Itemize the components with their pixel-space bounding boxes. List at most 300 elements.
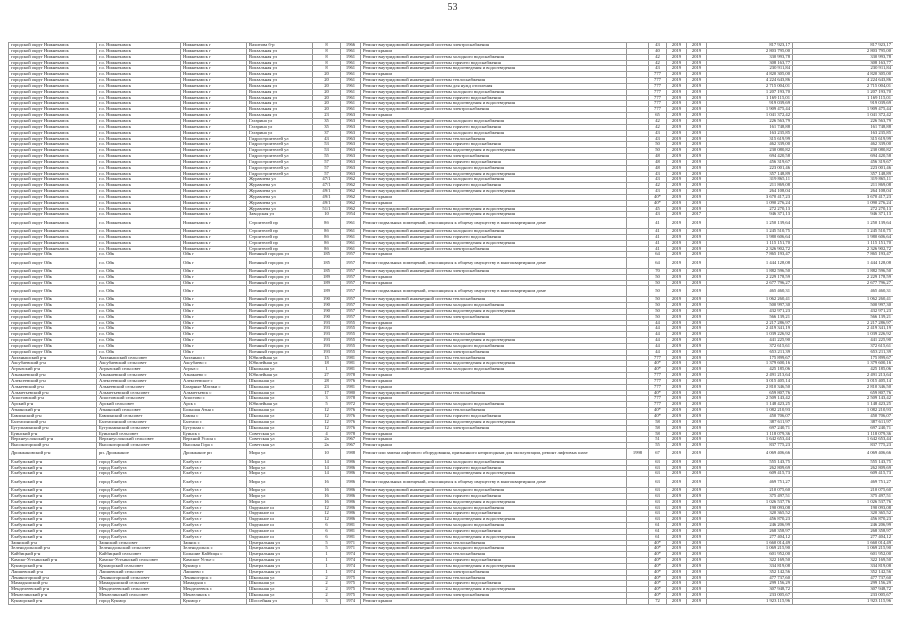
cell-settlement: г.о. Нижнекамск bbox=[97, 130, 181, 136]
cell-settlement: г.о. Нижнекамск bbox=[97, 212, 181, 218]
cell-street: Вокзальная ул bbox=[247, 83, 313, 89]
cell-settlement: г.о. Ойк bbox=[97, 286, 181, 297]
cell-house: 8 bbox=[313, 54, 341, 60]
cell-cost-total: 1 909 475,44 bbox=[793, 107, 894, 113]
cell-locality: Ойк г bbox=[181, 326, 247, 332]
cell-done-year: 2019 bbox=[687, 546, 707, 552]
cell-program-code: 48 bbox=[649, 159, 667, 165]
cell-done-year: 2019 bbox=[687, 83, 707, 89]
cell-street: Военный городок ул bbox=[247, 332, 313, 338]
cell-program-code: 63 bbox=[649, 505, 667, 511]
cell-cost-total: 319 865,11 bbox=[793, 177, 894, 183]
cell-plan-year: 2019 bbox=[667, 414, 687, 420]
cell-done-year: 2019 bbox=[687, 414, 707, 420]
cell-locality: Кукмор г bbox=[181, 599, 247, 605]
cell-district: городской округ Нижнекамск bbox=[9, 107, 97, 113]
cell-year: 1988 bbox=[341, 449, 361, 460]
cell-house: 10 bbox=[313, 212, 341, 218]
cell-work-type: Ремонт внутридомовой инженерной системы для нужд отопления bbox=[361, 83, 627, 89]
cell-work-type: Ремонт внутридомовой инженерной системы горячего водоснабжения bbox=[361, 493, 627, 499]
cell-cost-total: 1 642 653,44 bbox=[793, 437, 894, 443]
cell-extra bbox=[627, 218, 649, 229]
cell-house: 8 bbox=[313, 43, 341, 49]
cell-cost-total: 230 080,82 bbox=[793, 148, 894, 154]
cell-work-type: Ремонт внутридомовой инженерной системы холодного водоснабжения bbox=[361, 54, 627, 60]
cell-program-code: 63 bbox=[649, 499, 667, 505]
cell-cost-total: 1 026 537,76 bbox=[793, 499, 894, 505]
cell-work-type: Ремонт внутридомовой инженерной системы горячего водоснабжения bbox=[361, 95, 627, 101]
cell-year: 1963 bbox=[341, 159, 361, 165]
cell-done-year: 2019 bbox=[687, 599, 707, 605]
cell-done-year: 2019 bbox=[687, 402, 707, 408]
cell-street: Школьная ул bbox=[247, 378, 313, 384]
cell-house: 3 bbox=[313, 396, 341, 402]
cell-program-code: 40* bbox=[649, 414, 667, 420]
cell-house: 1 bbox=[313, 552, 341, 558]
cell-cost: 456 870,23 bbox=[707, 517, 793, 523]
cell-street: Центральная ул bbox=[247, 546, 313, 552]
cell-year: 1962 bbox=[341, 189, 361, 195]
cell-district: городской округ Ойк bbox=[9, 343, 97, 349]
cell-cost: 320 365,52 bbox=[707, 511, 793, 517]
cell-program-code: 44 bbox=[649, 332, 667, 338]
cell-cost: 308 163,77 bbox=[707, 60, 793, 66]
cell-district: Агрызский р-н bbox=[9, 367, 97, 373]
cell-settlement: г.о. Нижнекамск bbox=[97, 43, 181, 49]
cell-cost-total: 456 870,23 bbox=[793, 517, 894, 523]
cell-street: Вокзальная ул bbox=[247, 54, 313, 60]
cell-program-code: 63 bbox=[649, 493, 667, 499]
cell-program-code: 40 bbox=[649, 48, 667, 54]
cell-work-type: Ремонт внутридомовой инженерной системы холодного водоснабжения bbox=[361, 229, 627, 235]
cell-cost-total: 387 611,97 bbox=[793, 419, 894, 425]
cell-done-year: 2019 bbox=[687, 72, 707, 78]
cell-year: 1962 bbox=[341, 194, 361, 200]
cell-done-year: 2019 bbox=[687, 581, 707, 587]
cell-cost: 465 460,31 bbox=[707, 286, 793, 297]
cell-house: 49/1 bbox=[313, 200, 341, 206]
cell-cost: 1 069 215,90 bbox=[707, 546, 793, 552]
cell-cost: 450 706,07 bbox=[707, 414, 793, 420]
cell-program-code: 50 bbox=[649, 302, 667, 308]
cell-cost: 1 660 014,49 bbox=[707, 540, 793, 546]
cell-program-code: 40* bbox=[649, 587, 667, 593]
cell-plan-year: 2019 bbox=[667, 552, 687, 558]
cell-locality: Нижнекамск г bbox=[181, 200, 247, 206]
cell-work-type: Ремонт крыши bbox=[361, 274, 627, 280]
cell-cost-total: 2 677 796,27 bbox=[793, 280, 894, 286]
cell-plan-year: 2019 bbox=[667, 78, 687, 84]
cell-cost: 1 148 423,25 bbox=[707, 402, 793, 408]
cell-cost: 246 206,99 bbox=[707, 523, 793, 529]
cell-cost: 233 005,67 bbox=[707, 593, 793, 599]
cell-street: Школьная ул bbox=[247, 587, 313, 593]
cell-work-type: Ремонт внутридомовой инженерной системы водоотведения и водоотведения bbox=[361, 171, 627, 177]
cell-settlement: г.о. Нижнекамск bbox=[97, 218, 181, 229]
cell-year: 1986 bbox=[341, 493, 361, 499]
cell-house: 27 bbox=[313, 373, 341, 379]
cell-done-year: 2019 bbox=[687, 246, 707, 252]
cell-program-code: 777 bbox=[649, 355, 667, 361]
cell-street: Вокзальная ул bbox=[247, 60, 313, 66]
cell-street: Мира ул bbox=[247, 471, 313, 477]
cell-settlement: Высокогорский сельсовет bbox=[97, 443, 181, 449]
cell-district: городской округ Нижнекамск bbox=[9, 66, 97, 72]
cell-work-type: Ремонт крыши bbox=[361, 113, 627, 119]
cell-plan-year: 2019 bbox=[667, 443, 687, 449]
cell-locality: Менделеевск с bbox=[181, 587, 247, 593]
cell-district: городской округ Ойк bbox=[9, 252, 97, 258]
cell-cost: 3 670 417,23 bbox=[707, 194, 793, 200]
cell-cost-total: 315 619,99 bbox=[793, 136, 894, 142]
cell-district: городской округ Ойк bbox=[9, 349, 97, 355]
cell-district: городской округ Нижнекамск bbox=[9, 183, 97, 189]
cell-district: Арский р-н bbox=[9, 402, 97, 408]
cell-street: Вокзальная ул bbox=[247, 101, 313, 107]
cell-program-code: 63 bbox=[649, 471, 667, 477]
cell-done-year: 2019 bbox=[687, 142, 707, 148]
cell-settlement: г.о. Нижнекамск bbox=[97, 165, 181, 171]
cell-cost-total: 425 185,06 bbox=[793, 367, 894, 373]
cell-plan-year: 2019 bbox=[667, 499, 687, 505]
cell-street: Гидростроителей ул bbox=[247, 165, 313, 171]
cell-street: Центральная ул bbox=[247, 558, 313, 564]
cell-locality: Нижнекамск г bbox=[181, 83, 247, 89]
cell-work-type: Ремонт крыши bbox=[361, 431, 627, 437]
cell-cost: 2 326 902,72 bbox=[707, 246, 793, 252]
cell-year: 1955 bbox=[341, 343, 361, 349]
cell-house: 193 bbox=[313, 343, 341, 349]
cell-settlement: г.о. Ойк bbox=[97, 274, 181, 280]
cell-plan-year: 2019 bbox=[667, 124, 687, 130]
cell-program-code: 50 bbox=[649, 280, 667, 286]
cell-extra bbox=[627, 258, 649, 269]
cell-year: 1963 bbox=[341, 136, 361, 142]
cell-year: 1961 bbox=[341, 89, 361, 95]
cell-done-year: 2019 bbox=[687, 396, 707, 402]
cell-street: Гагарина ул bbox=[247, 124, 313, 130]
cell-street: Окружное ш bbox=[247, 517, 313, 523]
cell-district: городской округ Ойк bbox=[9, 274, 97, 280]
cell-work-type: Ремонт внутридомовой инженерной системы теплоснабжения bbox=[361, 540, 627, 546]
cell-settlement: г.о. Ойк bbox=[97, 258, 181, 269]
cell-plan-year: 2019 bbox=[667, 159, 687, 165]
cell-plan-year: 2019 bbox=[667, 332, 687, 338]
cell-program-code: 40* bbox=[649, 367, 667, 373]
cell-done-year: 2019 bbox=[687, 511, 707, 517]
cell-cost-total: 469 751,27 bbox=[793, 477, 894, 488]
cell-district: Мамадышский р-н bbox=[9, 581, 97, 587]
cell-plan-year: 2019 bbox=[667, 384, 687, 390]
cell-house: 28 bbox=[313, 378, 341, 384]
cell-settlement: город Елабуга bbox=[97, 499, 181, 505]
cell-cost-total: 1 082 210,93 bbox=[793, 408, 894, 414]
cell-locality: Нижнекамск г bbox=[181, 54, 247, 60]
cell-work-type: Ремонт внутридомовой инженерной системы водоотведения и водоотведения bbox=[361, 563, 627, 569]
cell-cost: 322 169,50 bbox=[707, 558, 793, 564]
cell-street: Центральная ул bbox=[247, 552, 313, 558]
cell-work-type: Ремонт или замена лифтового оборудования, признанного непригодным для эксплуатации, ремонт лифтовых шахт bbox=[361, 449, 627, 460]
cell-house: 185 bbox=[313, 252, 341, 258]
cell-house: 51/1 bbox=[313, 206, 341, 212]
cell-cost-total: 2 419 341,19 bbox=[793, 326, 894, 332]
cell-cost-total: 1 118 079,36 bbox=[793, 431, 894, 437]
cell-done-year: 2019 bbox=[687, 130, 707, 136]
cell-year: 1962 bbox=[341, 206, 361, 212]
cell-plan-year: 2019 bbox=[667, 183, 687, 189]
cell-district: Азнакаевский р-н bbox=[9, 373, 97, 379]
cell-district: городской округ Нижнекамск bbox=[9, 113, 97, 119]
cell-program-code: 41 bbox=[649, 218, 667, 229]
cell-locality: Ойк г bbox=[181, 308, 247, 314]
cell-cost: 4 224 643,86 bbox=[707, 78, 793, 84]
cell-house: 193 bbox=[313, 338, 341, 344]
cell-district: городской округ Нижнекамск bbox=[9, 234, 97, 240]
cell-work-type: Ремонт внутридомовой инженерной системы электроснабжения bbox=[361, 569, 627, 575]
cell-cost: 601 952,00 bbox=[707, 552, 793, 558]
cell-locality: Мензелинск с bbox=[181, 593, 247, 599]
cell-cost: 264 108,04 bbox=[707, 189, 793, 195]
cell-district: Кукморский р-н bbox=[9, 563, 97, 569]
cell-district: городской округ Нижнекамск bbox=[9, 83, 97, 89]
cell-done-year: 2019 bbox=[687, 459, 707, 465]
cell-extra: 1998 bbox=[627, 449, 649, 460]
cell-street: Окружное ш bbox=[247, 528, 313, 534]
cell-cost-total: 210 075,60 bbox=[793, 487, 894, 493]
cell-plan-year: 2019 bbox=[667, 367, 687, 373]
cell-district: Камско-Устьинский р-н bbox=[9, 558, 97, 564]
cell-locality: Нижнекамск г bbox=[181, 107, 247, 113]
cell-cost: 432 971,23 bbox=[707, 308, 793, 314]
cell-cost: 330 993,78 bbox=[707, 54, 793, 60]
cell-street: Гидростроителей ул bbox=[247, 154, 313, 160]
cell-done-year: 2019 bbox=[687, 493, 707, 499]
cell-locality: Елабуга г bbox=[181, 493, 247, 499]
cell-cost-total: 4 820 305,00 bbox=[793, 72, 894, 78]
cell-street: Гидростроителей ул bbox=[247, 159, 313, 165]
cell-locality: Большие Кайбицы с bbox=[181, 552, 247, 558]
cell-district: городской округ Нижнекамск bbox=[9, 212, 97, 218]
cell-street: Центральная ул bbox=[247, 563, 313, 569]
cell-plan-year: 2019 bbox=[667, 48, 687, 54]
cell-done-year: 2019 bbox=[687, 558, 707, 564]
cell-cost-total: 330 993,78 bbox=[793, 54, 894, 60]
cell-district: городской округ Нижнекамск bbox=[9, 171, 97, 177]
cell-district: городской округ Нижнекамск bbox=[9, 118, 97, 124]
cell-house: 14 bbox=[313, 465, 341, 471]
cell-locality: Ойк г bbox=[181, 252, 247, 258]
cell-cost-total: 334 819,08 bbox=[793, 563, 894, 569]
cell-plan-year: 2019 bbox=[667, 274, 687, 280]
cell-settlement: Лениногорский сельсовет bbox=[97, 575, 181, 581]
cell-work-type: Ремонт внутридомовой инженерной системы водоотведения и водоотведения bbox=[361, 189, 627, 195]
cell-locality: Нижнекамск г bbox=[181, 78, 247, 84]
cell-cost: 697 240,71 bbox=[707, 425, 793, 431]
cell-year: 1974 bbox=[341, 558, 361, 564]
cell-street: Шоссейная ул bbox=[247, 599, 313, 605]
cell-program-code: 61 bbox=[649, 528, 667, 534]
cell-done-year: 2019 bbox=[687, 443, 707, 449]
cell-work-type: Ремонт внутридомовой инженерной системы теплоснабжения bbox=[361, 136, 627, 142]
cell-settlement: город Елабуга bbox=[97, 459, 181, 465]
cell-year: 1980 bbox=[341, 390, 361, 396]
cell-done-year: 2019 bbox=[687, 563, 707, 569]
cell-locality: Елабуга г bbox=[181, 534, 247, 540]
cell-house: 12 bbox=[313, 419, 341, 425]
cell-street: Вокзальная ул bbox=[247, 95, 313, 101]
cell-cost: 226 563,79 bbox=[707, 118, 793, 124]
cell-settlement: Кайбицкий сельсовет bbox=[97, 552, 181, 558]
cell-settlement: г.о. Нижнекамск bbox=[97, 183, 181, 189]
cell-house: 8 bbox=[313, 48, 341, 54]
cell-program-code: 63 bbox=[649, 517, 667, 523]
cell-done-year: 2019 bbox=[687, 408, 707, 414]
cell-work-type: Ремонт внутридомовой инженерной системы холодного водоснабжения bbox=[361, 367, 627, 373]
cell-house: 6 bbox=[313, 534, 341, 540]
cell-work-type: Ремонт подвальных помещений, относящихся к общему имуществу в многоквартирном доме bbox=[361, 258, 627, 269]
cell-work-type: Ремонт внутридомовой инженерной системы водоотведения и водоотведения bbox=[361, 338, 627, 344]
cell-cost-total: 1 379 600,16 bbox=[793, 361, 894, 367]
cell-district: городской округ Нижнекамск bbox=[9, 200, 97, 206]
cell-district: городской округ Ойк bbox=[9, 302, 97, 308]
cell-done-year: 2019 bbox=[687, 449, 707, 460]
cell-district: Заинский р-н bbox=[9, 540, 97, 546]
cell-locality: Ойк г bbox=[181, 258, 247, 269]
cell-cost-total: 1 115 151,70 bbox=[793, 240, 894, 246]
cell-cost-total: 817 923,17 bbox=[793, 43, 894, 49]
cell-plan-year: 2019 bbox=[667, 338, 687, 344]
cell-plan-year: 2019 bbox=[667, 83, 687, 89]
cell-program-code: 43 bbox=[649, 136, 667, 142]
cell-year: 1974 bbox=[341, 563, 361, 569]
cell-house: 57 bbox=[313, 159, 341, 165]
cell-settlement: город Елабуга bbox=[97, 487, 181, 493]
cell-house: 14 bbox=[313, 471, 341, 477]
cell-cost-total: 1 245 510,75 bbox=[793, 229, 894, 235]
cell-program-code: 43 bbox=[649, 171, 667, 177]
cell-settlement: г.о. Ойк bbox=[97, 308, 181, 314]
cell-locality: Нижнекамск г bbox=[181, 171, 247, 177]
cell-cost-total: 308 163,77 bbox=[793, 60, 894, 66]
cell-year: 1961 bbox=[341, 234, 361, 240]
cell-done-year: 2019 bbox=[687, 258, 707, 269]
cell-cost: 694 420,58 bbox=[707, 154, 793, 160]
cell-program-code: 58 bbox=[649, 431, 667, 437]
cell-year: 1963 bbox=[341, 113, 361, 119]
cell-year: 1957 bbox=[341, 286, 361, 297]
cell-locality: Нижнекамск г bbox=[181, 124, 247, 130]
cell-district: городской округ Нижнекамск bbox=[9, 240, 97, 246]
cell-cost: 163 235,85 bbox=[707, 130, 793, 136]
cell-settlement: г.о. Ойк bbox=[97, 320, 181, 326]
cell-done-year: 2019 bbox=[687, 540, 707, 546]
cell-street: Школьная ул bbox=[247, 581, 313, 587]
cell-program-code: 40* bbox=[649, 593, 667, 599]
cell-plan-year: 2019 bbox=[667, 402, 687, 408]
cell-program-code: 51 bbox=[649, 437, 667, 443]
cell-district: Елабужский р-н bbox=[9, 487, 97, 493]
cell-district: городской округ Нижнекамск bbox=[9, 177, 97, 183]
cell-year: 1986 bbox=[341, 465, 361, 471]
cell-house: 5 bbox=[313, 546, 341, 552]
cell-program-code: 777 bbox=[649, 95, 667, 101]
cell-settlement: г.о. Нижнекамск bbox=[97, 101, 181, 107]
cell-house: 49/1 bbox=[313, 189, 341, 195]
cell-street: Военный городок ул bbox=[247, 343, 313, 349]
cell-plan-year: 2019 bbox=[667, 361, 687, 367]
cell-street: Журавлева ул bbox=[247, 206, 313, 212]
cell-locality: Буинск с bbox=[181, 431, 247, 437]
cell-plan-year: 2019 bbox=[667, 212, 687, 218]
cell-locality: Нижнекамск г bbox=[181, 72, 247, 78]
cell-done-year: 2019 bbox=[687, 177, 707, 183]
cell-locality: Нижнекамск г bbox=[181, 142, 247, 148]
cell-house: 12 bbox=[313, 414, 341, 420]
cell-work-type: Ремонт внутридомовой инженерной системы электроснабжения bbox=[361, 246, 627, 252]
cell-plan-year: 2019 bbox=[667, 258, 687, 269]
cell-street: Мира ул bbox=[247, 459, 313, 465]
cell-year: 1981 bbox=[341, 355, 361, 361]
cell-house: 16 bbox=[313, 499, 341, 505]
cell-work-type: Ремонт подвальных помещений, относящихся к общему имуществу в многоквартирном доме bbox=[361, 218, 627, 229]
cell-cost-total: 1 444 128,08 bbox=[793, 258, 894, 269]
cell-done-year: 2019 bbox=[687, 297, 707, 303]
cell-street: Военный городок ул bbox=[247, 297, 313, 303]
cell-locality: Нижнекамск г bbox=[181, 113, 247, 119]
cell-house: 10 bbox=[313, 449, 341, 460]
cell-cost-total: 322 169,50 bbox=[793, 558, 894, 564]
cell-street: Центральная ул bbox=[247, 540, 313, 546]
cell-house: 190 bbox=[313, 308, 341, 314]
cell-plan-year: 2019 bbox=[667, 302, 687, 308]
cell-locality: Ойк г bbox=[181, 274, 247, 280]
cell-work-type: Ремонт внутридомовой инженерной системы водоотведения и водоотведения bbox=[361, 587, 627, 593]
cell-year: 1976 bbox=[341, 425, 361, 431]
cell-settlement: г.о. Нижнекамск bbox=[97, 206, 181, 212]
cell-street: Школьная ул bbox=[247, 408, 313, 414]
cell-house: 37 bbox=[313, 130, 341, 136]
table-row bbox=[9, 218, 894, 229]
cell-plan-year: 2019 bbox=[667, 66, 687, 72]
cell-settlement: Алексеевский сельсовет bbox=[97, 378, 181, 384]
cell-plan-year: 2019 bbox=[667, 349, 687, 355]
cell-cost-total: 2 491 213,64 bbox=[793, 373, 894, 379]
cell-work-type: Ремонт внутридомовой инженерной системы холодного водоснабжения bbox=[361, 130, 627, 136]
cell-program-code: 61 bbox=[649, 534, 667, 540]
cell-cost: 175 899,67 bbox=[707, 355, 793, 361]
cell-street: Школьная ул bbox=[247, 390, 313, 396]
cell-done-year: 2019 bbox=[687, 431, 707, 437]
cell-locality: Елабуга г bbox=[181, 528, 247, 534]
cell-house: 2 bbox=[313, 581, 341, 587]
cell-cost: 223 001,46 bbox=[707, 165, 793, 171]
cell-year: 1986 bbox=[341, 505, 361, 511]
cell-plan-year: 2019 bbox=[667, 113, 687, 119]
cell-year: 1974 bbox=[341, 599, 361, 605]
cell-street: Военный городок ул bbox=[247, 286, 313, 297]
cell-district: городской округ Нижнекамск bbox=[9, 159, 97, 165]
cell-cost-total: 1 039 226,92 bbox=[793, 332, 894, 338]
cell-program-code: 40* bbox=[649, 581, 667, 587]
cell-cost-total: 264 108,04 bbox=[793, 189, 894, 195]
cell-cost: 277 404,12 bbox=[707, 534, 793, 540]
cell-district: Бугульминский р-н bbox=[9, 425, 97, 431]
cell-program-code: 44 bbox=[649, 338, 667, 344]
cell-house: 189 bbox=[313, 274, 341, 280]
cell-street: Советская ул bbox=[247, 437, 313, 443]
cell-settlement: г.о. Ойк bbox=[97, 338, 181, 344]
cell-done-year: 2019 bbox=[687, 78, 707, 84]
